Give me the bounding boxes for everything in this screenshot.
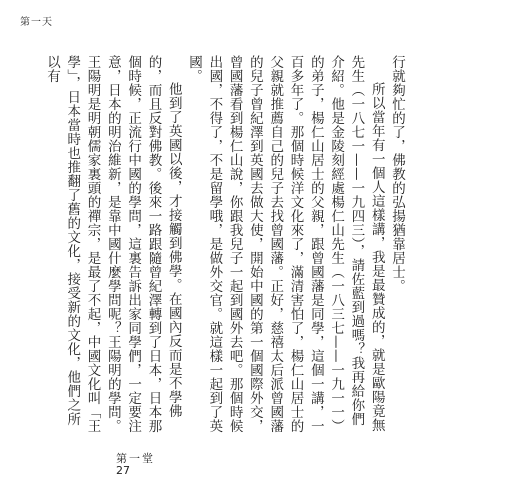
paragraph: 行就夠忙的了，佛教的弘揚猶靠居士。 [389, 55, 405, 293]
page-number: 27 [116, 464, 130, 477]
footer-chapter-label: 第一堂 [116, 452, 155, 465]
paragraph: 他到了英國以後，才接觸到佛學。在國內反而是不學佛的，而且反對佛教。後來一路跟隨曾紀澤轉到了日本，日本那個時候，正流行中國的學問，這裏告訴出家同學們，一定要注意，日本的明治維新，是靠中國什麼學問呢？王陽明的學問。王陽明是明朝儒家裏頭的禪宗，是最了不起，中國文化叫「王學」，日本當時也推翻了舊的文化，接受新的文化，他們之所以有 [43, 55, 182, 433]
paragraph: 所以當年有一個人這樣講，我是最贊成的，就是歐陽竟無先生（一八七一——一九四三），請佐藍到過嗎？我再給你們介紹。他是金陵刻經處楊仁山先生（一八三七——一九一一）的弟子，楊仁山居士的父親，跟曾國藩是同學，這個一講，一百多年了。那個時候洋文化來了，滿清害怕了，楊仁山居士的父親就推薦自己的兒子去找曾國藩。正好，慈禧太后派曾國藩的兒子曾紀澤到英國去做大使，開始中國的第一個國際外交，曾國藩看到楊仁山說，你跟我兒子一起到國外去吧。那個時候出國，不得了，不是留學哦，是做外交官。就這樣一起到了英國。 [186, 55, 385, 433]
running-header: 第一天 [20, 17, 53, 28]
body-text [43, 55, 407, 440]
